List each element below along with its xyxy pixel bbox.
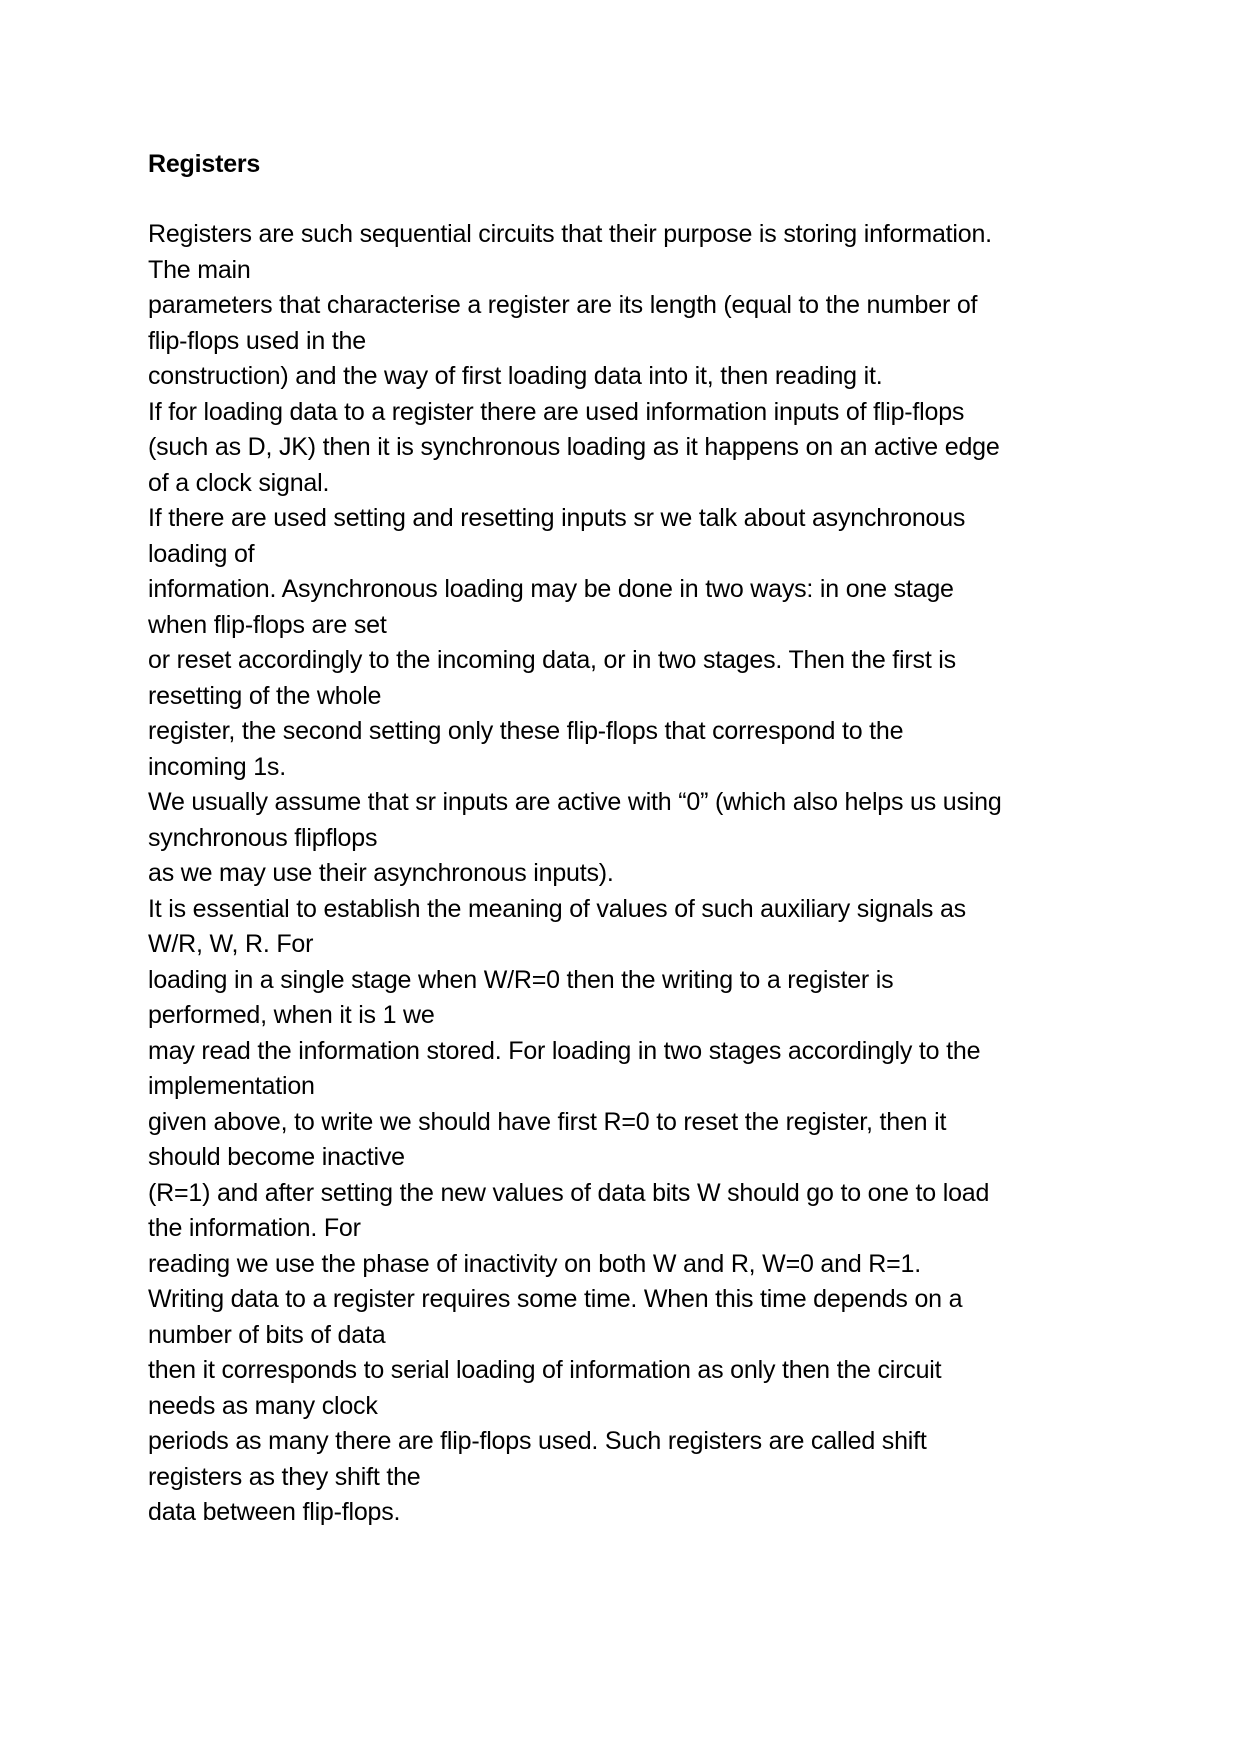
text-line: performed, when it is 1 we <box>148 1001 435 1029</box>
text-line: (R=1) and after setting the new values of data bits W should go to one to load <box>148 1178 990 1207</box>
text-line: reading we use the phase of inactivity on both W and R, W=0 and R=1. <box>148 1249 921 1278</box>
text-line: construction) and the way of first loading data into it, then reading it. <box>148 362 883 390</box>
text-line: implementation <box>148 1072 315 1100</box>
paragraph-text <box>148 217 1088 1531</box>
text-line: We usually assume that sr inputs are active with “0” (which also helps us using <box>148 788 1002 816</box>
text-line: loading in a single stage when W/R=0 then the writing to a register is <box>148 965 894 994</box>
text-line: Registers are such sequential circuits that their purpose is storing information. <box>148 220 992 248</box>
text-line: synchronous flipflops <box>148 823 378 852</box>
text-line: The main <box>148 255 251 284</box>
text-line: the information. For <box>148 1214 361 1242</box>
text-line: should become inactive <box>148 1143 405 1171</box>
text-line: number of bits of data <box>148 1320 386 1349</box>
text-line: needs as many clock <box>148 1391 378 1420</box>
text-line: then it corresponds to serial loading of information as only then the circuit <box>148 1356 942 1384</box>
text-line: parameters that characterise a register are its length (equal to the number of <box>148 291 978 319</box>
text-line: of a clock signal. <box>148 468 330 497</box>
text-line: when flip-flops are set <box>148 610 387 639</box>
text-line: If there are used setting and resetting inputs sr we talk about asynchronous <box>148 504 966 532</box>
text-line: register, the second setting only these flip-flops that correspond to the <box>148 717 904 745</box>
title-spacer <box>148 182 1088 217</box>
text-line: data between flip-flops. <box>148 1498 401 1526</box>
document-body <box>148 146 1088 1531</box>
text-line: W/R, W, R. For <box>148 930 314 958</box>
text-line: or reset accordingly to the incoming data, or in two stages. Then the first is <box>148 646 956 674</box>
text-line: resetting of the whole <box>148 681 382 710</box>
text-line: given above, to write we should have first R=0 to reset the register, then it <box>148 1107 947 1136</box>
text-line: Writing data to a register requires some time. When this time depends on a <box>148 1285 963 1313</box>
text-line: It is essential to establish the meaning of values of such auxiliary signals as <box>148 894 966 923</box>
text-line: incoming 1s. <box>148 752 286 781</box>
text-line: registers as they shift the <box>148 1462 421 1491</box>
text-line: may read the information stored. For loading in two stages accordingly to the <box>148 1036 981 1065</box>
page-title: Registers <box>148 150 261 178</box>
text-line: If for loading data to a register there are used information inputs of flip-flops <box>148 397 965 426</box>
text-line: as we may use their asynchronous inputs). <box>148 859 614 887</box>
text-line: flip-flops used in the <box>148 326 366 355</box>
text-line: (such as D, JK) then it is synchronous loading as it happens on an active edge <box>148 433 1000 461</box>
text-line: information. Asynchronous loading may be done in two ways: in one stage <box>148 575 954 603</box>
text-line: periods as many there are flip-flops used. Such registers are called shift <box>148 1427 927 1455</box>
text-line: loading of <box>148 539 255 568</box>
